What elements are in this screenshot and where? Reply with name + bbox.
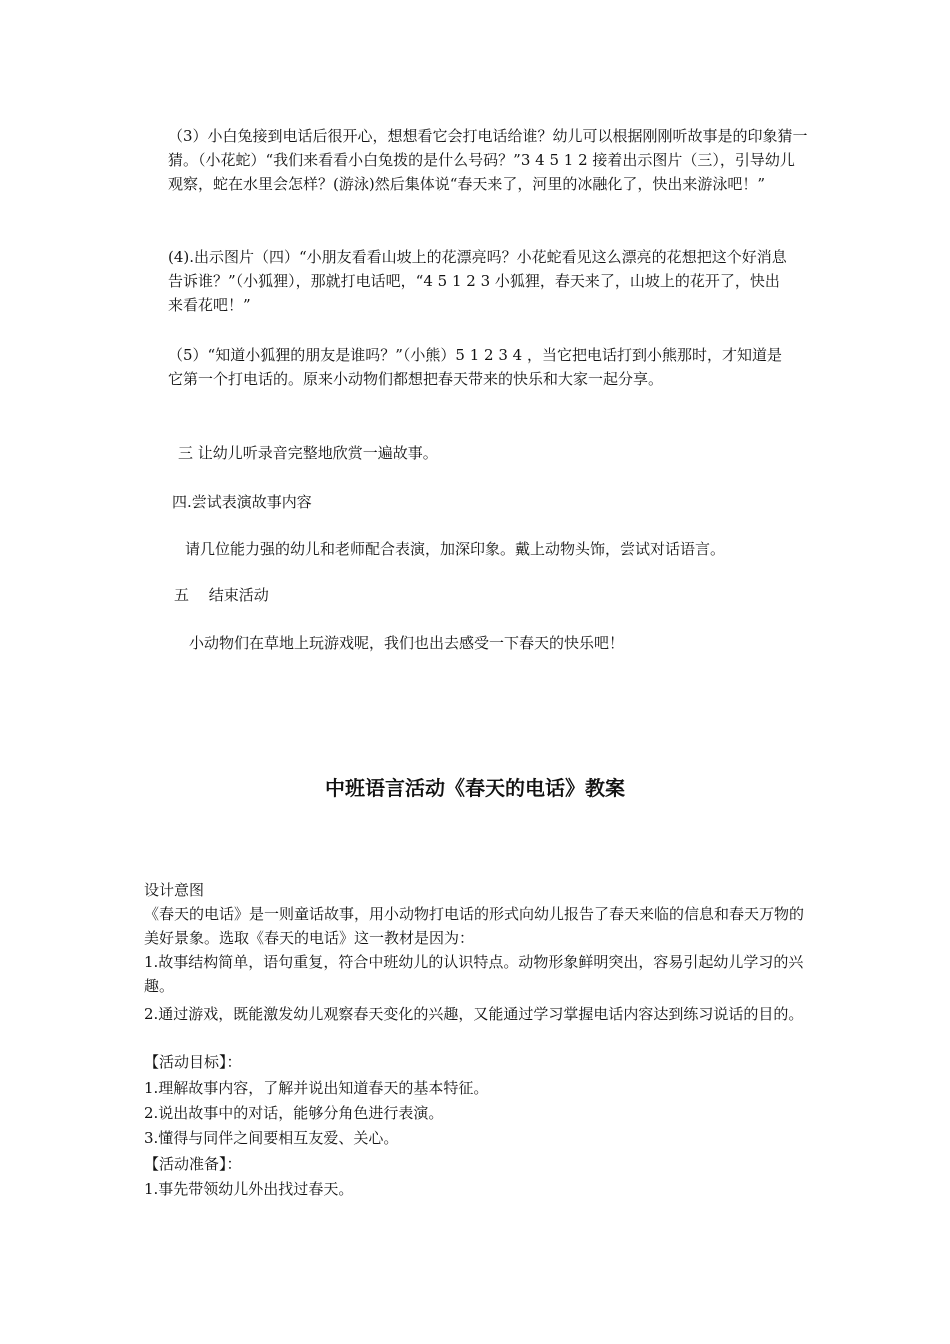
goal-3: 3.懂得与同伴之间要相互友爱、关心。 bbox=[144, 1129, 399, 1147]
section-3-heading: 三 让幼儿听录音完整地欣赏一遍故事。 bbox=[178, 444, 438, 462]
section-4-body: 请几位能力强的幼儿和老师配合表演，加深印象。戴上动物头饰，尝试对话语言。 bbox=[185, 540, 726, 558]
step-4-paragraph: (4).出示图片（四）“小朋友看看山坡上的花漂亮吗？小花蛇看见这么漂亮的花想把这个好消息告诉谁？”（小狐狸），那就打电话吧，“4 5 1 2 3 小狐狸，春天来了，山坡上的花开了，快出来看花吧！” bbox=[168, 248, 787, 314]
design-intent-heading: 设计意图 bbox=[144, 881, 205, 899]
section-5-body: 小动物们在草地上玩游戏呢，我们也出去感受一下春天的快乐吧！ bbox=[189, 634, 625, 652]
goal-2: 2.说出故事中的对话，能够分角色进行表演。 bbox=[144, 1104, 444, 1122]
document-title: 中班语言活动《春天的电话》教案 bbox=[325, 776, 625, 800]
preparation-1: 1.事先带领幼儿外出找过春天。 bbox=[144, 1180, 354, 1198]
goal-1: 1.理解故事内容，了解并说出知道春天的基本特征。 bbox=[144, 1079, 489, 1097]
section-5-heading: 五 结束活动 bbox=[174, 586, 269, 604]
design-reason-2: 2.通过游戏，既能激发幼儿观察春天变化的兴趣，又能通过学习掌握电话内容达到练习说话的目的。 bbox=[144, 1005, 804, 1023]
step-5-paragraph: （5）“知道小狐狸的朋友是谁吗？”（小熊）5 1 2 3 4 ，当它把电话打到小熊那时，才知道是它第一个打电话的。原来小动物们都想把春天带来的快乐和大家一起分享。 bbox=[168, 346, 782, 388]
design-intent-intro: 《春天的电话》是一则童话故事，用小动物打电话的形式向幼儿报告了春天来临的信息和春天万物的美好景象。选取《春天的电话》这一教材是因为： bbox=[144, 905, 805, 947]
preparation-heading: 【活动准备】： bbox=[144, 1155, 242, 1173]
section-4-heading: 四.尝试表演故事内容 bbox=[172, 493, 312, 511]
step-3-paragraph: （3）小白兔接到电话后很开心，想想看它会打电话给谁？幼儿可以根据刚刚听故事是的印象猜一猜。（小花蛇）“我们来看看小白兔拨的是什么号码？”3 4 5 1 2 接着出示图片（三），引导幼儿观察，蛇在水里会怎样？(游泳)然后集体说“春天来了，河里的冰融化了，快出来游泳吧！” bbox=[168, 127, 808, 193]
design-reason-1: 1.故事结构简单，语句重复，符合中班幼儿的认识特点。动物形象鲜明突出，容易引起幼儿学习的兴趣。 bbox=[144, 953, 804, 995]
goals-heading: 【活动目标】： bbox=[144, 1053, 242, 1071]
